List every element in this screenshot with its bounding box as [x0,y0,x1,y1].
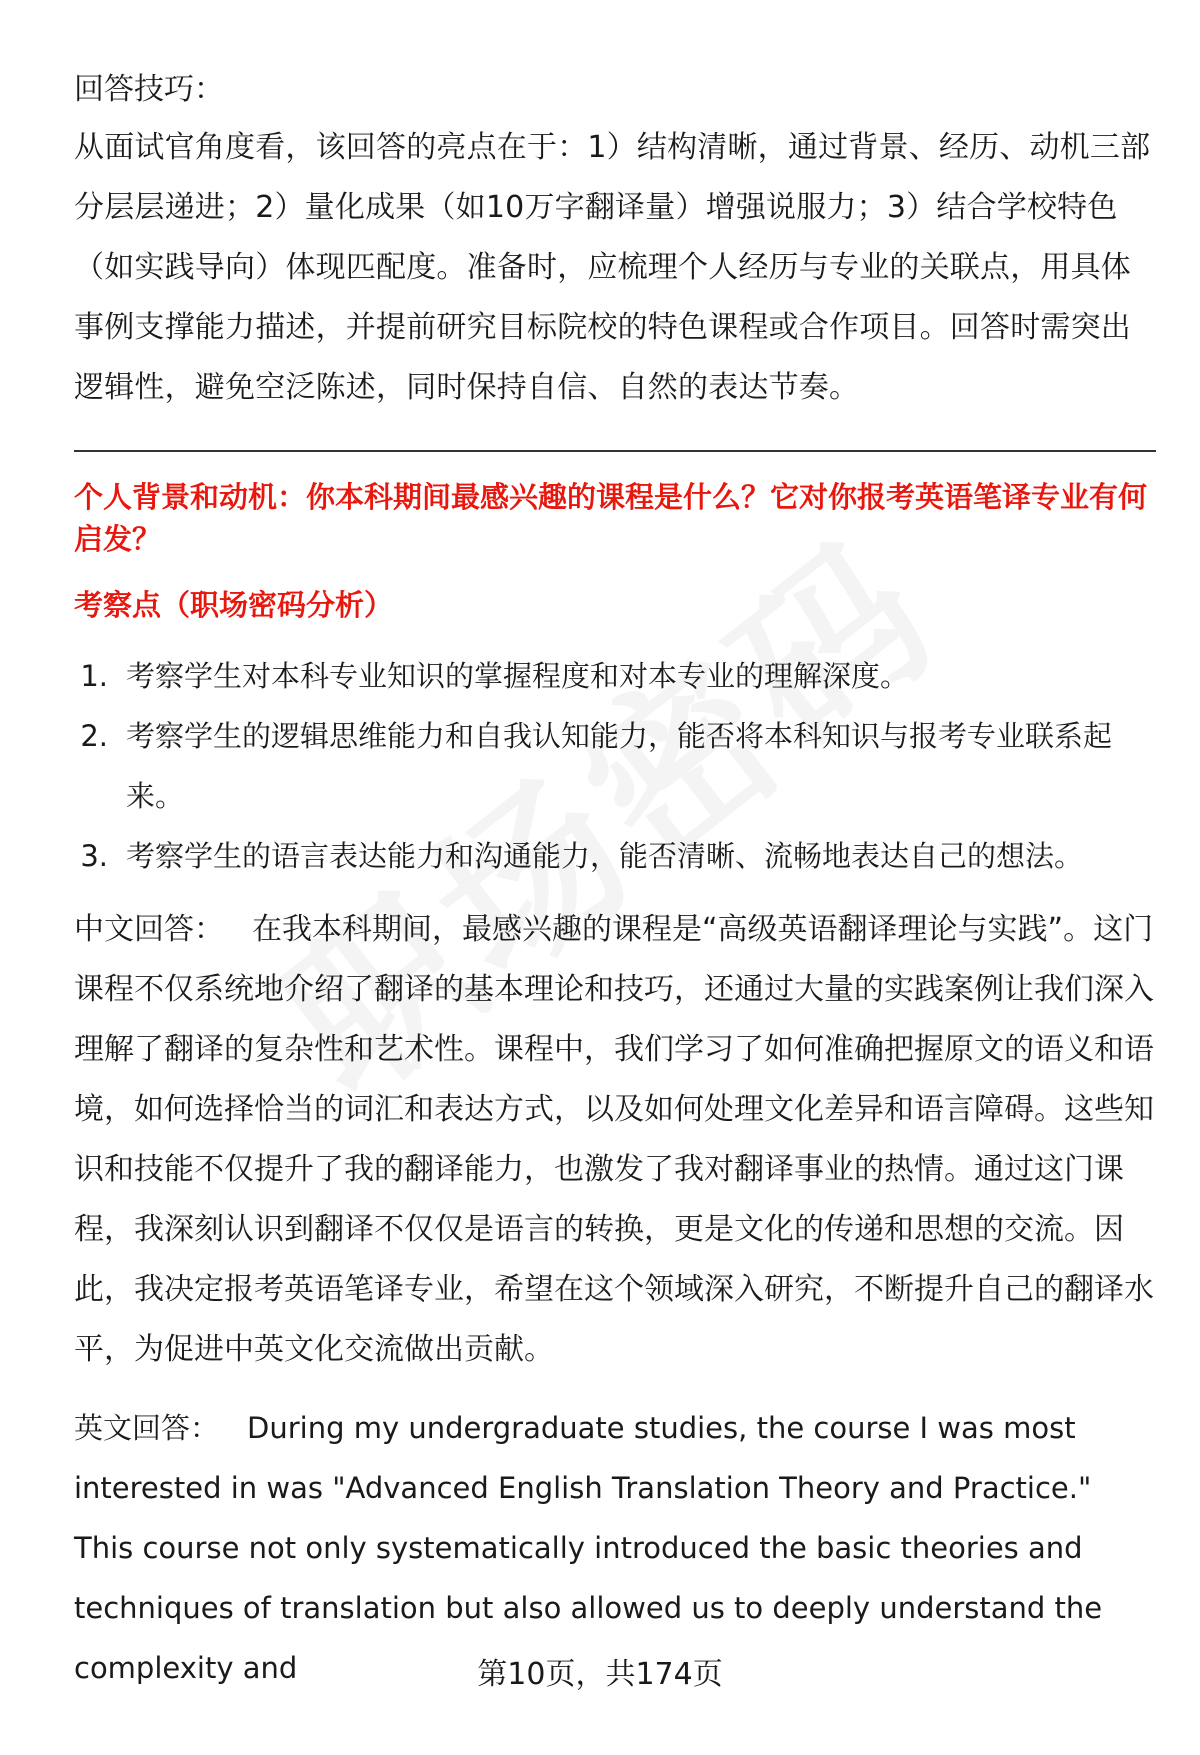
list-item [74,646,1156,706]
list-number: 3. [80,839,108,873]
list-number: 2. [80,719,108,753]
assessment-list [74,646,1156,886]
list-text: 考察学生的逻辑思维能力和自我认知能力，能否将本科知识与报考专业联系起来。 [126,719,1113,813]
tips-text: 从面试官角度看，该回答的亮点在于：1）结构清晰，通过背景、经历、动机三部分层层递进；2）量化成果（如10万字翻译量）增强说服力；3）结合学校特色（如实践导向）体现匹配度。准备时，应梳理个人经历与专业的关联点，用具体事例支撑能力描述，并提前研究目标院校的特色课程或合作项目。回答时需突出逻辑性，避免空泛陈述，同时保持自信、自然的表达节奏。 [74,130,1151,405]
list-number: 1. [80,659,108,693]
tips-label: 回答技巧： [74,72,224,107]
list-text: 考察学生的语言表达能力和沟通能力，能否清晰、流畅地表达自己的想法。 [126,839,1084,873]
list-text: 考察学生对本科专业知识的掌握程度和对本专业的理解深度。 [126,659,910,693]
assessment-heading: 考察点（职场密码分析） [74,588,394,622]
english-answer-text: During my undergraduate studies, the course I was most interested in was "Advanced English Translation Theory and Practice." This course not only systematically introduced the basic theories and techniques of translation but also allowed us to deeply understand the complexity and [74,1411,1103,1685]
english-answer [74,1398,1156,1698]
page-number-footer: 第10页，共174页 [477,1657,723,1692]
list-item [74,706,1156,826]
chinese-answer [74,900,1156,1380]
english-answer-label: 英文回答： [74,1411,220,1445]
page-content [74,62,1156,1698]
question-title: 个人背景和动机：你本科期间最感兴趣的课程是什么？它对你报考英语笔译专业有何启发？ [74,480,1148,556]
section-divider [74,450,1156,452]
list-item [74,826,1156,886]
chinese-answer-text: 在我本科期间，最感兴趣的课程是“高级英语翻译理论与实践”。这门课程不仅系统地介绍了翻译的基本理论和技巧，还通过大量的实践案例让我们深入理解了翻译的复杂性和艺术性。课程中，我们学习了如何准确把握原文的语义和语境，如何选择恰当的词汇和表达方式，以及如何处理文化差异和语言障碍。这些知识和技能不仅提升了我的翻译能力，也激发了我对翻译事业的热情。通过这门课程，我深刻认识到翻译不仅仅是语言的转换，更是文化的传递和思想的交流。因此，我决定报考英语笔译专业，希望在这个领域深入研究，不断提升自己的翻译水平，为促进中英文化交流做出贡献。 [74,912,1154,1367]
chinese-answer-label: 中文回答： [74,912,224,947]
